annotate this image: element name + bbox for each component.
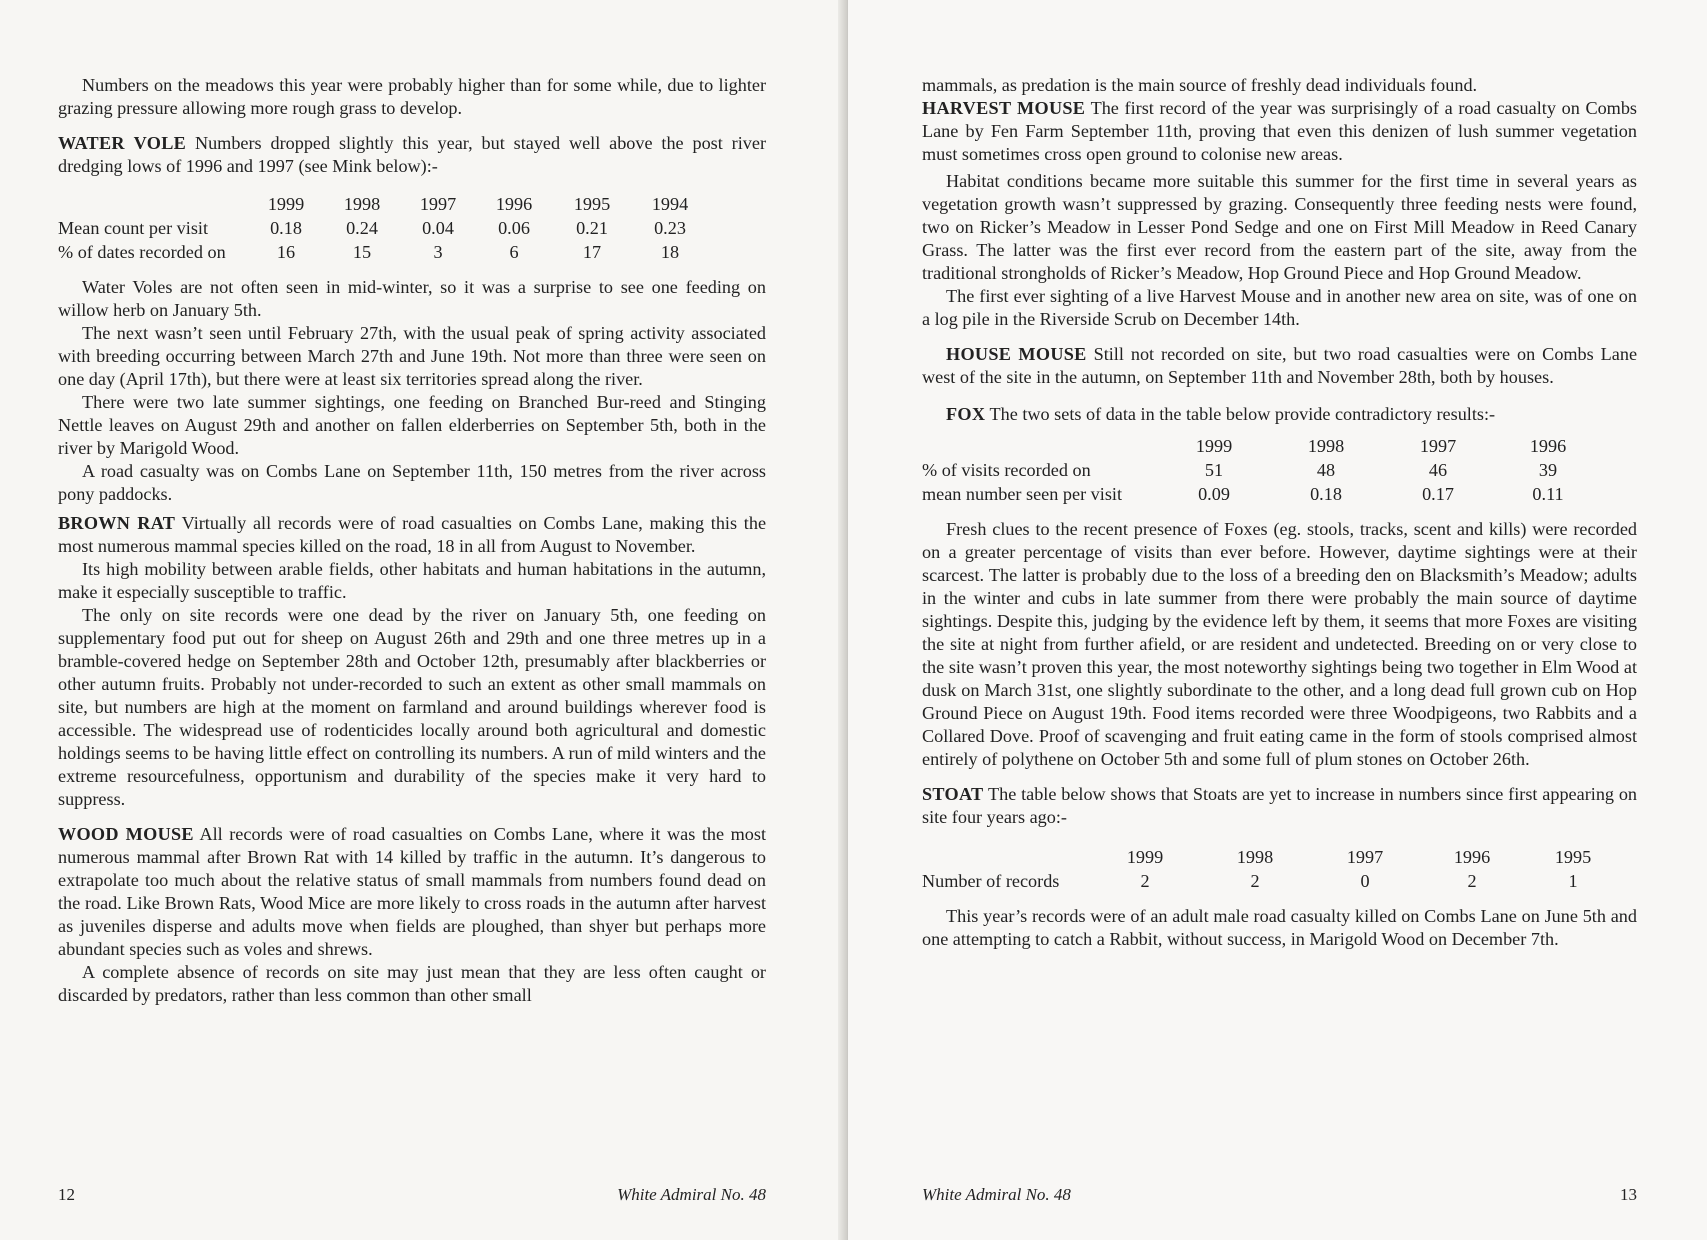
table-header-row <box>58 192 708 216</box>
row-label: Number of records <box>922 871 1060 891</box>
continuation-paragraph: mammals, as predation is the main source of freshly dead individuals found. <box>922 75 1478 95</box>
body-paragraph: This year’s records were of an adult male road casualty killed on Combs Lane on June 5th and one attempting to catch a Rabbit, without success, in Marigold Wood on December 7th. <box>922 906 1637 949</box>
body-paragraph: The first ever sighting of a live Harvest Mouse and in another new area on site, was of one on a log pile in the Riverside Scrub on December 14th. <box>922 286 1637 329</box>
year-cell: 1994 <box>651 194 689 214</box>
year-cell: 1997 <box>1346 847 1384 867</box>
body-paragraph: Water Voles are not often seen in mid-winter, so it was a surprise to see one feeding on willow herb on January 5th. <box>58 277 766 320</box>
year-cell: 1998 <box>1307 436 1345 456</box>
stoat-lead: The table below shows that Stoats are yet to increase in numbers since first appearing on site four years ago:- <box>922 784 1638 827</box>
harvest-mouse-section <box>922 97 1637 166</box>
section-heading-stoat: STOAT <box>922 784 984 804</box>
value-cell: 2 <box>1140 871 1150 891</box>
year-cell: 1995 <box>573 194 611 214</box>
page-number: 12 <box>58 1185 75 1204</box>
left-page <box>0 0 848 1240</box>
journal-title <box>922 1185 1071 1205</box>
year-cell: 1996 <box>1529 436 1567 456</box>
year-cell: 1996 <box>495 194 533 214</box>
body-paragraph: There were two late summer sightings, one feeding on Branched Bur-reed and Stinging Nettle leaves on August 29th and another on fallen elderberries on September 5th, both in the river by Marigold Wood. <box>58 392 766 458</box>
table-row <box>922 458 1602 482</box>
year-cell: 1999 <box>267 194 305 214</box>
table-row <box>58 240 708 264</box>
brown-rat-lead: Virtually all records were of road casualties on Combs Lane, making this the most numerous mammal species killed on the road, 18 in all from August to November. <box>58 513 767 556</box>
value-cell: 0.18 <box>1310 484 1342 504</box>
page-number: 13 <box>1620 1185 1637 1204</box>
house-mouse-lead: Still not recorded on site, but two road casualties were on Combs Lane west of the site in the autumn, on September 11th and November 28th, both by houses. <box>922 344 1638 387</box>
value-cell: 0.06 <box>498 218 530 238</box>
section-heading-wood-mouse: WOOD MOUSE <box>58 824 194 844</box>
value-cell: 2 <box>1467 871 1477 891</box>
value-cell: 0.23 <box>654 218 686 238</box>
value-cell: 46 <box>1428 460 1448 480</box>
water-vole-lead: Numbers dropped slightly this year, but stayed well above the post river dredging lows of 1996 and 1997 (see Mink below):- <box>58 133 767 176</box>
year-cell: 1999 <box>1195 436 1233 456</box>
value-cell: 1 <box>1568 871 1578 891</box>
value-cell: 17 <box>582 242 602 262</box>
value-cell: 16 <box>276 242 296 262</box>
body-paragraph: Fresh clues to the recent presence of Foxes (eg. stools, tracks, scent and kills) were recorded on a greater percentage of visits than ever before. However, daytime sightings were at their scarcest. The latter is probably due to the loss of a breeding den on Blacksmith’s Meadow; adults in the winter and cubs in late summer from there were probably the main source of daytime sightings. Despite this, judging by the evidence left by them, it seems that more Foxes are visiting the site at night from further afield, or are resident and undetected. Breeding on or very close to the site wasn’t proven this year, the most noteworthy sightings being two together in Elm Wood at dusk on March 31st, one slightly subordinate to the other, and a long dead full grown cub on Hop Ground Piece on August 19th. Food items recorded were three Woodpigeons, two Rabbits and a Collared Dove. Proof of scavenging and fruit eating came in the form of stools comprised almost entirely of polythene on October 5th and some full of plum stones on October 26th. <box>922 519 1637 769</box>
year-cell: 1995 <box>1554 847 1592 867</box>
year-cell: 1998 <box>343 194 381 214</box>
fox-table <box>922 434 1602 506</box>
body-paragraph: The next wasn’t seen until February 27th, with the usual peak of spring activity associated with breeding occurring between March 27th and June 19th. Not more than three were seen on one day (April 17th), but there were at least six territories spread along the river. <box>58 323 766 389</box>
wood-mouse-lead: All records were of road casualties on Combs Lane, where it was the most numerous mammal after Brown Rat with 14 killed by traffic in the autumn. It’s dangerous to extrapolate too much about the relative status of small mammals from numbers found dead on the road. Like Brown Rats, Wood Mice are more likely to cross roads in the autumn after harvest as juveniles disperse and adults move when fields are ploughed, than shyer but perhaps more abundant species such as voles and shrews. <box>58 824 766 959</box>
journal-title <box>617 1185 766 1205</box>
value-cell: 0 <box>1360 871 1370 891</box>
value-cell: 3 <box>433 242 443 262</box>
section-heading-harvest-mouse: HARVEST MOUSE <box>922 98 1086 118</box>
table-header-row <box>922 434 1602 458</box>
year-cell: 1997 <box>419 194 457 214</box>
row-label: % of visits recorded on <box>922 460 1091 480</box>
value-cell: 18 <box>660 242 680 262</box>
table-header-row <box>922 845 1622 869</box>
value-cell: 0.21 <box>576 218 608 238</box>
water-vole-table <box>58 192 708 264</box>
year-cell: 1997 <box>1419 436 1457 456</box>
year-cell: 1996 <box>1453 847 1491 867</box>
stoat-table <box>922 845 1622 893</box>
body-paragraph: Its high mobility between arable fields, other habitats and human habitations in the autumn, make it especially susceptible to traffic. <box>58 559 766 602</box>
body-paragraph: A complete absence of records on site may just mean that they are less often caught or discarded by predators, rather than less common than other small <box>58 962 766 1005</box>
value-cell: 0.09 <box>1198 484 1230 504</box>
value-cell: 2 <box>1250 871 1260 891</box>
intro-paragraph: Numbers on the meadows this year were probably higher than for some while, due to lighter grazing pressure allowing more rough grass to develop. <box>58 75 766 118</box>
body-paragraph: The only on site records were one dead by the river on January 5th, one feeding on supplementary food put out for sheep on August 26th and 29th and one three metres up in a bramble-covered hedge on September 28th and October 12th, presumably after blackberries or other autumn fruits. Probably not under-recorded to such an extent as other small mammals on site, but numbers are high at the moment on farmland and around buildings wherever food is accessible. The widespread use of rodenticides locally around both agricultural and domestic holdings seems to be having little effect on controlling its numbers. A run of mild winters and the extreme resourcefulness, opportunism and durability of the species make it very hard to suppress. <box>58 605 766 809</box>
value-cell: 0.24 <box>346 218 378 238</box>
fox-section <box>922 403 1637 426</box>
journal-title-text: White Admiral No. 48 <box>922 1185 1071 1204</box>
year-cell: 1998 <box>1236 847 1274 867</box>
harvest-mouse-lead: The first record of the year was surprisingly of a road casualty on Combs Lane by Fen Farm September 11th, proving that even this denizen of lush summer vegetation must sometimes cross open ground to colonise new areas. <box>922 98 1637 164</box>
section-heading-water-vole: WATER VOLE <box>58 133 187 153</box>
value-cell: 15 <box>352 242 372 262</box>
water-vole-section <box>58 132 766 178</box>
section-heading-brown-rat: BROWN RAT <box>58 513 176 533</box>
value-cell: 48 <box>1316 460 1336 480</box>
row-label: mean number seen per visit <box>922 484 1123 504</box>
stoat-section <box>922 783 1637 829</box>
body-paragraph: A road casualty was on Combs Lane on September 11th, 150 metres from the river across pony paddocks. <box>58 461 766 504</box>
value-cell: 6 <box>509 242 519 262</box>
fox-lead: The two sets of data in the table below provide contradictory results:- <box>989 404 1496 424</box>
value-cell: 0.17 <box>1422 484 1454 504</box>
value-cell: 0.04 <box>422 218 454 238</box>
wood-mouse-section <box>58 823 766 961</box>
table-row <box>922 869 1622 893</box>
row-label: % of dates recorded on <box>58 242 226 262</box>
row-label: Mean count per visit <box>58 218 209 238</box>
value-cell: 0.11 <box>1532 484 1564 504</box>
brown-rat-section <box>58 512 766 558</box>
house-mouse-section <box>922 343 1637 389</box>
section-heading-house-mouse: HOUSE MOUSE <box>946 344 1087 364</box>
value-cell: 51 <box>1204 460 1224 480</box>
value-cell: 39 <box>1538 460 1558 480</box>
section-heading-fox: FOX <box>946 404 986 424</box>
table-row <box>922 482 1602 506</box>
body-paragraph: Habitat conditions became more suitable this summer for the first time in several years as vegetation growth wasn’t suppressed by grazing. Consequently three feeding nests were found, two on Ricker’s Meadow in Lesser Pond Sedge and one on First Mill Meadow in Reed Canary Grass. The latter was the first ever record from the eastern part of the site, away from the traditional strongholds of Ricker’s Meadow, Hop Ground Piece and Hop Ground Meadow. <box>922 171 1637 283</box>
value-cell: 0.18 <box>270 218 302 238</box>
table-row <box>58 216 708 240</box>
right-page <box>848 0 1707 1240</box>
journal-title-text: White Admiral No. 48 <box>617 1185 766 1204</box>
year-cell: 1999 <box>1126 847 1164 867</box>
